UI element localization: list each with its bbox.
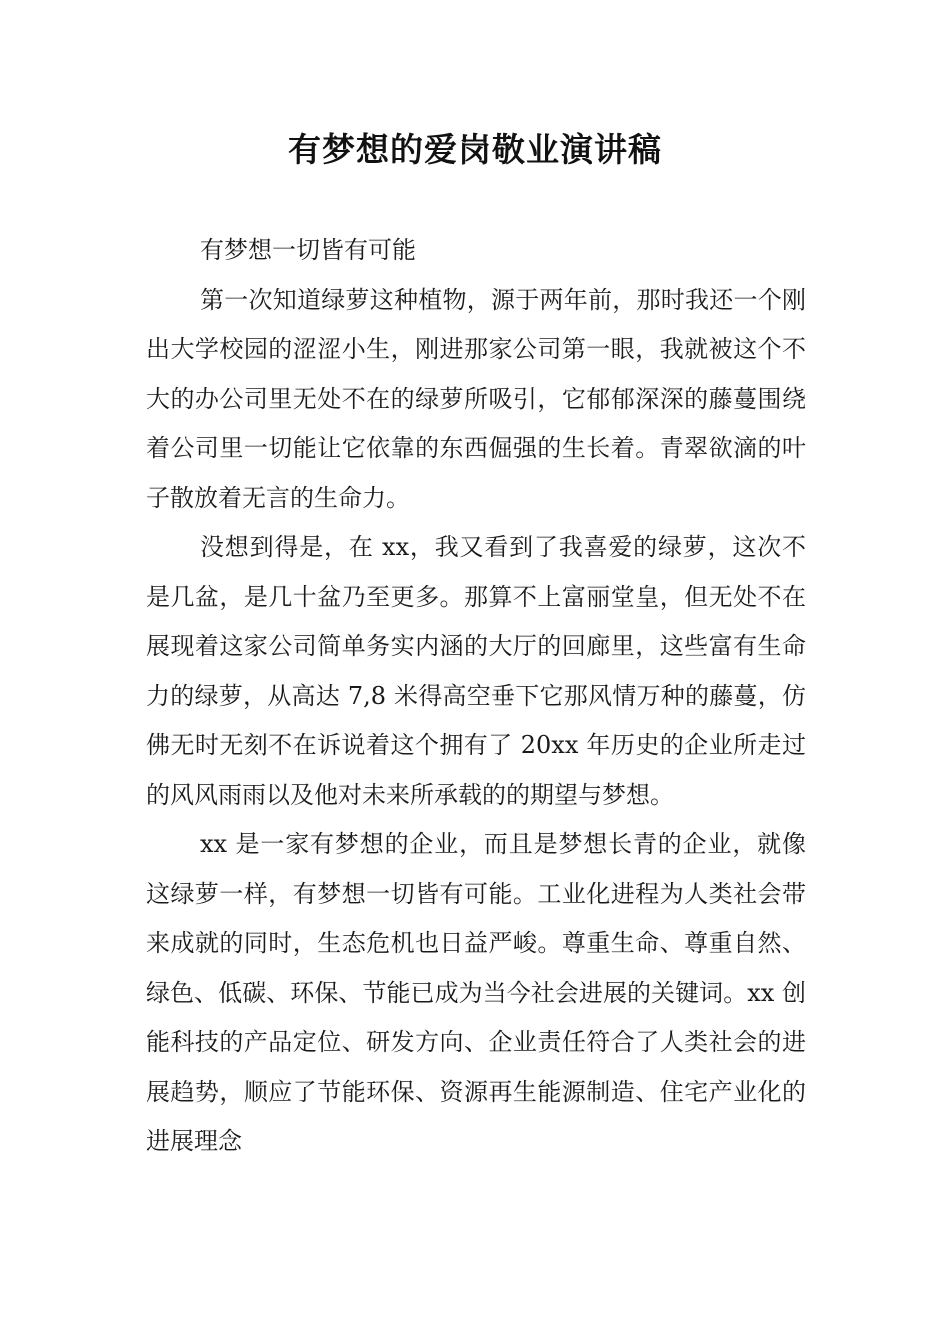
paragraph-subtitle: 有梦想一切皆有可能 <box>200 236 416 264</box>
paragraph: 没想到得是，在 xx，我又看到了我喜爱的绿萝，这次不是几盆，是几十盆乃至更多。那算不上富丽堂皇，但无处不在展现着这家公司简单务实内涵的大厅的回廊里，这些富有生命力的绿萝，从高达 7,8 米得高空垂下它那风情万种的藤蔓，仿佛无时无刻不在诉说着这个拥有了 20xx 年历史的企业所走过的风风雨雨以及他对未来所承载的的期望与梦想。 <box>146 533 806 809</box>
document-body <box>146 226 806 1167</box>
paragraph: 第一次知道绿萝这种植物，源于两年前，那时我还一个刚出大学校园的涩涩小生，刚进那家公司第一眼，我就被这个不大的办公司里无处不在的绿萝所吸引，它郁郁深深的藤蔓围绕着公司里一切能让它依靠的东西倔强的生长着。青翠欲滴的叶子散放着无言的生命力。 <box>146 285 806 512</box>
paragraph: xx 是一家有梦想的企业，而且是梦想长青的企业，就像这绿萝一样，有梦想一切皆有可能。工业化进程为人类社会带来成就的同时，生态危机也日益严峻。尊重生命、尊重自然、绿色、低碳、环保、节能已成为当今社会进展的关键词。xx 创能科技的产品定位、研发方向、企业责任符合了人类社会的进展趋势，顺应了节能环保、资源再生能源制造、住宅产业化的进展理念 <box>146 830 806 1155</box>
document-title: 有梦想的爱岗敬业演讲稿 <box>288 130 662 169</box>
